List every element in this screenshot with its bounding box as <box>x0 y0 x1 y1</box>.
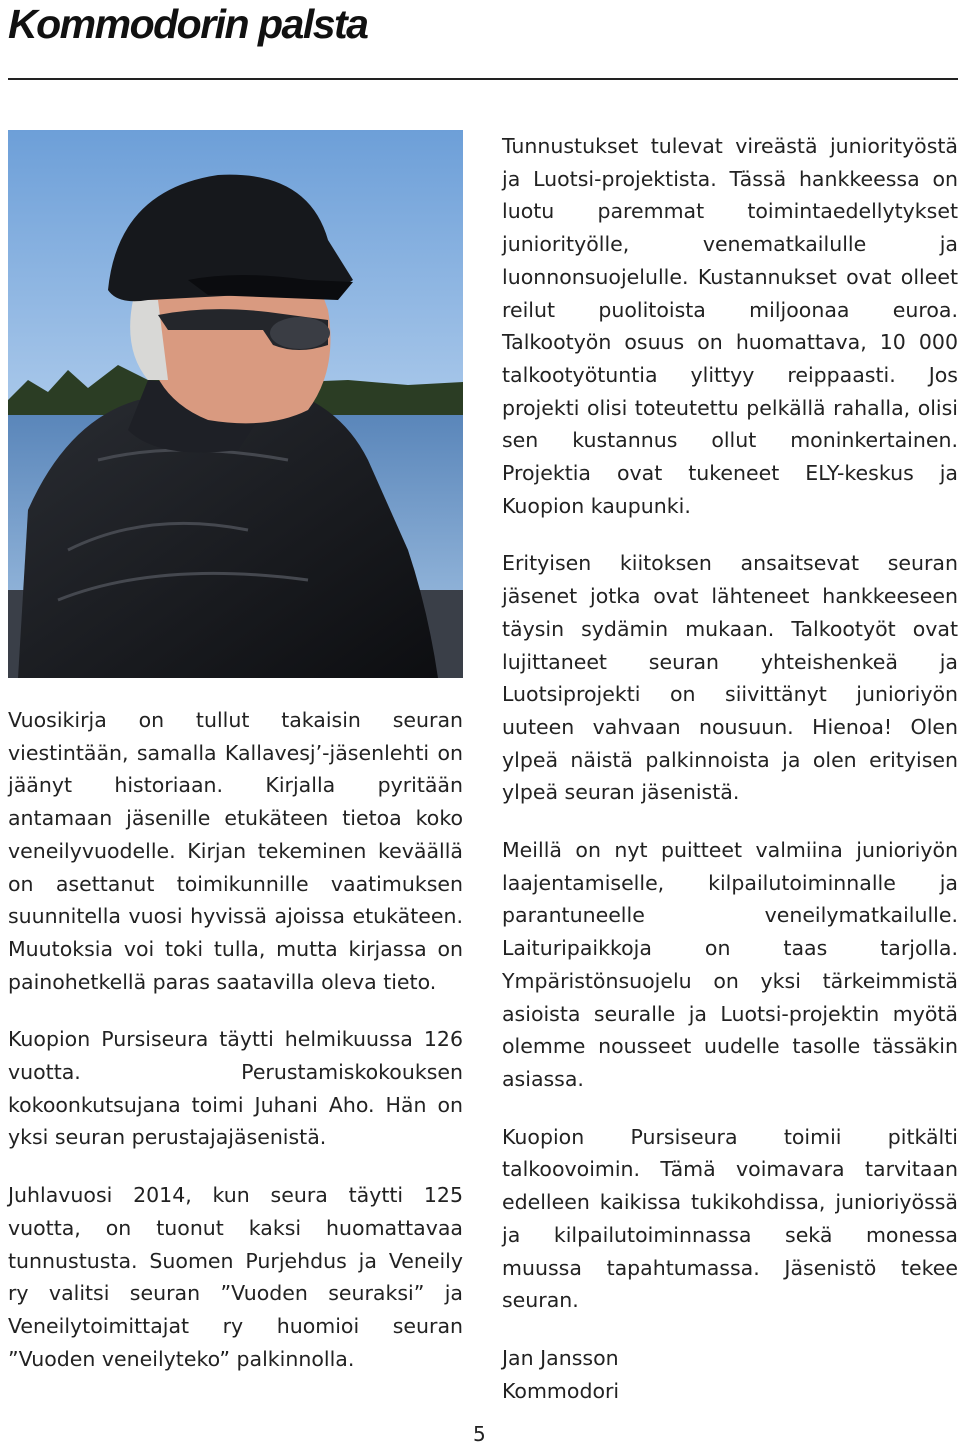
paragraph: Kuopion Pursiseura toimii pitkälti talkoovoimin. Tämä voimavara tarvitaan edelleen kaikissa tukikohdissa, junioriyössä ja kilpailutoiminnassa sekä monessa muussa tapahtumassa. Jäsenistö tekee seuran. <box>502 1124 958 1313</box>
title-rule <box>8 78 958 80</box>
paragraph: Vuosikirja on tullut takaisin seuran viestintään, samalla Kallavesj’-jäsenlehti on jäänyt historiaan. Kirjalla pyritään antamaan jäsenille etukäteen tietoa koko veneilyvuodelle. Kirjan tekeminen keväällä on asettanut toimikunnille vaatimuksen suunnitella vuosi hyvissä ajoissa etukäteen. Muutoksia voi toki tulla, mutta kirjassa on painohetkellä paras saatavilla oleva tieto. <box>8 708 463 994</box>
paragraph: Tunnustukset tulevat vireästä juniorityöstä ja Luotsi-projektista. Tässä hankkeessa on luotu paremmat toimintaedellytykset juniorityölle, venematkailulle ja luonnonsuojelulle. Kustannukset ovat olleet reilut puolitoista miljoonaa euroa. Talkootyön osuus on huomattava, 10 000 talkootyötuntia ylittyy reippaasti. Jos projekti olisi toteutettu pelkällä rahalla, olisi sen kustannus ollut moninkertainen. Projektia ovat tukeneet ELY-keskus ja Kuopion kaupunki. <box>502 134 958 518</box>
paragraph: Meillä on nyt puitteet valmiina junioriyön laajentamiselle, kilpailutoiminnalle ja parantuneelle veneilymatkailulle. Laituripaikkoja on taas tarjolla. Ympäristönsuojelu on yksi tärkeimmistä asioista seuralle ja Luotsi-projektin myötä olemme nousseet uudelle tasolle tässäkin asiassa. <box>502 838 958 1091</box>
portrait-photo <box>8 130 463 678</box>
portrait-illustration <box>8 130 463 678</box>
signature <box>502 1342 958 1407</box>
left-column <box>8 704 463 1400</box>
paragraph: Kuopion Pursiseura täytti helmikuussa 126 vuotta. Perustamiskokouksen kokoonkutsujana toimi Juhani Aho. Hän on yksi seuran perustajajäsenistä. <box>8 1027 463 1150</box>
paragraph: Juhlavuosi 2014, kun seura täytti 125 vuotta, on tuonut kaksi huomattavaa tunnustusta. Suomen Purjehdus ja Veneily ry valitsi seuran ”Vuoden seuraksi” ja Veneilytoimittajat ry huomioi seuran ”Vuoden veneilyteko” palkinnolla. <box>8 1183 463 1371</box>
paragraph: Erityisen kiitoksen ansaitsevat seuran jäsenet jotka ovat lähteneet hankkeeseen täysin sydämin mukaan. Talkootyöt ovat lujittaneet seuran yhteishenkeä ja Luotsiprojekti on siivittänyt junioriyön uuteen vahvaan nousuun. Hienoa! Olen ylpeä näistä palkinnoista ja olen erityisen ylpeä seuran jäsenistä. <box>502 551 958 805</box>
page-title: Kommodorin palsta <box>8 1 368 47</box>
right-column <box>502 130 958 1407</box>
signature-name: Jan Jansson <box>502 1345 619 1370</box>
signature-role: Kommodori <box>502 1378 620 1403</box>
page-number: 5 <box>473 1422 486 1446</box>
